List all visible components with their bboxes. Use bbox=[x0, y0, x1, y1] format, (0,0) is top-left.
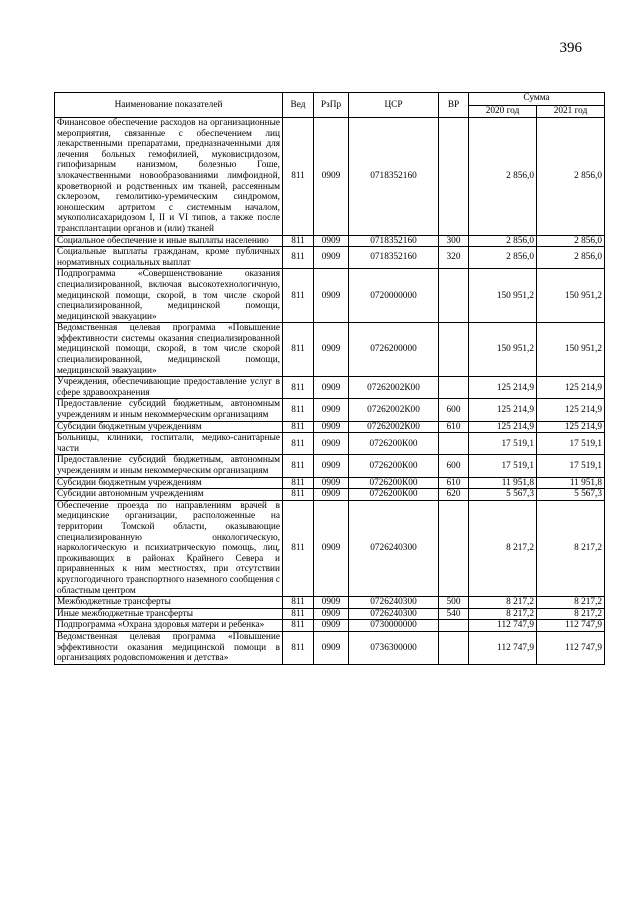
cell-csr: 07262002К00 bbox=[349, 421, 439, 433]
cell-amount-2020: 5 567,3 bbox=[469, 489, 537, 501]
table-row bbox=[55, 421, 605, 433]
cell-ved: 811 bbox=[283, 323, 314, 377]
cell-name: Подпрограмма «Охрана здоровья матери и ребенка» bbox=[55, 620, 283, 632]
header-name: Наименование показателей bbox=[55, 93, 283, 118]
cell-csr: 07262002К00 bbox=[349, 377, 439, 399]
table-row bbox=[55, 500, 605, 596]
cell-rzpr: 0909 bbox=[314, 620, 349, 632]
cell-ved: 811 bbox=[283, 631, 314, 664]
table-row bbox=[55, 455, 605, 477]
cell-rzpr: 0909 bbox=[314, 269, 349, 323]
cell-amount-2021: 125 214,9 bbox=[537, 399, 605, 421]
cell-rzpr: 0909 bbox=[314, 235, 349, 247]
cell-amount-2020: 17 519,1 bbox=[469, 455, 537, 477]
cell-amount-2020: 17 519,1 bbox=[469, 433, 537, 455]
cell-amount-2021: 11 951,8 bbox=[537, 477, 605, 489]
cell-vr bbox=[439, 500, 469, 596]
cell-csr: 0726240300 bbox=[349, 500, 439, 596]
table-row bbox=[55, 489, 605, 501]
cell-name: Социальные выплаты гражданам, кроме публичных нормативных социальных выплат bbox=[55, 247, 283, 269]
cell-ved: 811 bbox=[283, 455, 314, 477]
cell-amount-2020: 2 856,0 bbox=[469, 118, 537, 236]
table-body bbox=[55, 118, 605, 665]
header-sum: Сумма bbox=[469, 93, 605, 106]
cell-ved: 811 bbox=[283, 597, 314, 609]
cell-csr: 0720000000 bbox=[349, 269, 439, 323]
table-row bbox=[55, 620, 605, 632]
cell-rzpr: 0909 bbox=[314, 500, 349, 596]
cell-csr: 0718352160 bbox=[349, 247, 439, 269]
cell-name: Учреждения, обеспечивающие предоставление услуг в сфере здравоохранения bbox=[55, 377, 283, 399]
cell-csr: 0726200К00 bbox=[349, 455, 439, 477]
cell-vr: 600 bbox=[439, 399, 469, 421]
cell-amount-2020: 125 214,9 bbox=[469, 377, 537, 399]
cell-amount-2021: 17 519,1 bbox=[537, 433, 605, 455]
cell-amount-2021: 2 856,0 bbox=[537, 118, 605, 236]
cell-ved: 811 bbox=[283, 399, 314, 421]
cell-amount-2021: 150 951,2 bbox=[537, 269, 605, 323]
cell-vr bbox=[439, 118, 469, 236]
cell-name: Больницы, клиники, госпитали, медико-санитарные части bbox=[55, 433, 283, 455]
cell-csr: 0736300000 bbox=[349, 631, 439, 664]
cell-amount-2020: 112 747,9 bbox=[469, 620, 537, 632]
cell-name: Субсидии бюджетным учреждениям bbox=[55, 477, 283, 489]
cell-rzpr: 0909 bbox=[314, 597, 349, 609]
cell-amount-2021: 8 217,2 bbox=[537, 500, 605, 596]
table-row bbox=[55, 377, 605, 399]
cell-name: Ведомственная целевая программа «Повышение эффективности системы оказания специализированной медицинской помощи, скорой, в том числе скорой специализированной, медицинской помощи, медицинской эвакуации» bbox=[55, 323, 283, 377]
cell-rzpr: 0909 bbox=[314, 118, 349, 236]
cell-ved: 811 bbox=[283, 118, 314, 236]
cell-amount-2020: 150 951,2 bbox=[469, 269, 537, 323]
cell-vr: 500 bbox=[439, 597, 469, 609]
cell-name: Предоставление субсидий бюджетным, автономным учреждениям и иным некоммерческим организациям bbox=[55, 455, 283, 477]
cell-amount-2021: 125 214,9 bbox=[537, 377, 605, 399]
cell-name: Субсидии бюджетным учреждениям bbox=[55, 421, 283, 433]
cell-amount-2020: 8 217,2 bbox=[469, 597, 537, 609]
cell-vr: 610 bbox=[439, 421, 469, 433]
cell-amount-2021: 150 951,2 bbox=[537, 323, 605, 377]
cell-rzpr: 0909 bbox=[314, 489, 349, 501]
cell-amount-2020: 8 217,2 bbox=[469, 500, 537, 596]
cell-name: Социальное обеспечение и иные выплаты населению bbox=[55, 235, 283, 247]
cell-csr: 0718352160 bbox=[349, 118, 439, 236]
cell-amount-2021: 17 519,1 bbox=[537, 455, 605, 477]
cell-csr: 0726200000 bbox=[349, 323, 439, 377]
cell-ved: 811 bbox=[283, 269, 314, 323]
cell-ved: 811 bbox=[283, 235, 314, 247]
cell-rzpr: 0909 bbox=[314, 377, 349, 399]
cell-amount-2020: 150 951,2 bbox=[469, 323, 537, 377]
cell-csr: 0718352160 bbox=[349, 235, 439, 247]
cell-vr: 300 bbox=[439, 235, 469, 247]
cell-rzpr: 0909 bbox=[314, 477, 349, 489]
cell-rzpr: 0909 bbox=[314, 433, 349, 455]
cell-name: Межбюджетные трансферты bbox=[55, 597, 283, 609]
cell-amount-2021: 125 214,9 bbox=[537, 421, 605, 433]
cell-csr: 0726240300 bbox=[349, 597, 439, 609]
cell-rzpr: 0909 bbox=[314, 455, 349, 477]
cell-rzpr: 0909 bbox=[314, 421, 349, 433]
table-row bbox=[55, 399, 605, 421]
cell-name: Обеспечение проезда по направлениям врачей в медицинские организации, расположенные на территории Томской области, оказывающие специализированную онкологическую, наркологическую и психиатрическую помощь, лиц, проживающих в районах Крайнего Севера и приравненных к ним местностях, при отсутствии круглогодичного транспортного наземного сообщения с областным центром bbox=[55, 500, 283, 596]
cell-rzpr: 0909 bbox=[314, 399, 349, 421]
cell-amount-2020: 2 856,0 bbox=[469, 235, 537, 247]
cell-amount-2021: 112 747,9 bbox=[537, 620, 605, 632]
cell-amount-2021: 5 567,3 bbox=[537, 489, 605, 501]
cell-rzpr: 0909 bbox=[314, 608, 349, 620]
header-rzpr: РзПр bbox=[314, 93, 349, 118]
cell-ved: 811 bbox=[283, 500, 314, 596]
cell-ved: 811 bbox=[283, 620, 314, 632]
cell-name: Ведомственная целевая программа «Повышение эффективности оказания медицинской помощи в организациях родовспоможения и детства» bbox=[55, 631, 283, 664]
table-row bbox=[55, 477, 605, 489]
header-year-2021: 2021 год bbox=[537, 105, 605, 118]
cell-csr: 0726200К00 bbox=[349, 433, 439, 455]
cell-ved: 811 bbox=[283, 608, 314, 620]
cell-name: Предоставление субсидий бюджетным, автономным учреждениям и иным некоммерческим организациям bbox=[55, 399, 283, 421]
cell-amount-2020: 8 217,2 bbox=[469, 608, 537, 620]
cell-vr: 610 bbox=[439, 477, 469, 489]
table-row bbox=[55, 433, 605, 455]
cell-amount-2020: 2 856,0 bbox=[469, 247, 537, 269]
table-header bbox=[55, 93, 605, 118]
cell-amount-2021: 8 217,2 bbox=[537, 597, 605, 609]
cell-rzpr: 0909 bbox=[314, 323, 349, 377]
cell-vr: 600 bbox=[439, 455, 469, 477]
table-row bbox=[55, 269, 605, 323]
header-ved: Вед bbox=[283, 93, 314, 118]
cell-rzpr: 0909 bbox=[314, 631, 349, 664]
cell-name: Финансовое обеспечение расходов на организационные мероприятия, связанные с обеспечением лиц лекарственными препаратами, предназначенными для лечения больных гемофилией, муковисцидозом, гипофизарным нанизмом, болезнью Гоше, злокачественными новообразованиями лимфоидной, кроветворной и родственных им тканей, рассеянным склерозом, гемолитико-уремическим синдромом, юношеским артритом с системным началом, мукополисахаридозом I, II и VI типов, а также после трансплантации органов и (или) тканей bbox=[55, 118, 283, 236]
cell-amount-2021: 8 217,2 bbox=[537, 608, 605, 620]
header-csr: ЦСР bbox=[349, 93, 439, 118]
cell-vr: 320 bbox=[439, 247, 469, 269]
cell-amount-2020: 112 747,9 bbox=[469, 631, 537, 664]
cell-name: Субсидии автономным учреждениям bbox=[55, 489, 283, 501]
header-vr: ВР bbox=[439, 93, 469, 118]
cell-csr: 0730000000 bbox=[349, 620, 439, 632]
cell-vr bbox=[439, 323, 469, 377]
cell-ved: 811 bbox=[283, 377, 314, 399]
cell-ved: 811 bbox=[283, 247, 314, 269]
table-row bbox=[55, 118, 605, 236]
table-row bbox=[55, 597, 605, 609]
cell-amount-2021: 112 747,9 bbox=[537, 631, 605, 664]
cell-vr: 540 bbox=[439, 608, 469, 620]
cell-amount-2020: 125 214,9 bbox=[469, 421, 537, 433]
cell-ved: 811 bbox=[283, 489, 314, 501]
cell-csr: 0726200К00 bbox=[349, 477, 439, 489]
table-row bbox=[55, 247, 605, 269]
cell-name: Подпрограмма «Совершенствование оказания специализированной, включая высокотехнологичную, медицинской помощи, скорой, в том числе скорой специализированной, медицинской помощи, медицинской эвакуации» bbox=[55, 269, 283, 323]
table-row bbox=[55, 631, 605, 664]
cell-rzpr: 0909 bbox=[314, 247, 349, 269]
cell-csr: 07262002К00 bbox=[349, 399, 439, 421]
page-number: 396 bbox=[559, 40, 582, 56]
cell-amount-2021: 2 856,0 bbox=[537, 235, 605, 247]
cell-amount-2021: 2 856,0 bbox=[537, 247, 605, 269]
cell-amount-2020: 11 951,8 bbox=[469, 477, 537, 489]
cell-vr bbox=[439, 631, 469, 664]
table-row bbox=[55, 608, 605, 620]
cell-name: Иные межбюджетные трансферты bbox=[55, 608, 283, 620]
header-year-2020: 2020 год bbox=[469, 105, 537, 118]
cell-vr bbox=[439, 620, 469, 632]
table-row bbox=[55, 235, 605, 247]
cell-ved: 811 bbox=[283, 421, 314, 433]
cell-csr: 0726240300 bbox=[349, 608, 439, 620]
cell-ved: 811 bbox=[283, 433, 314, 455]
cell-vr bbox=[439, 269, 469, 323]
cell-vr bbox=[439, 433, 469, 455]
cell-csr: 0726200К00 bbox=[349, 489, 439, 501]
cell-vr bbox=[439, 377, 469, 399]
cell-ved: 811 bbox=[283, 477, 314, 489]
cell-vr: 620 bbox=[439, 489, 469, 501]
table-row bbox=[55, 323, 605, 377]
cell-amount-2020: 125 214,9 bbox=[469, 399, 537, 421]
budget-table bbox=[54, 92, 605, 665]
